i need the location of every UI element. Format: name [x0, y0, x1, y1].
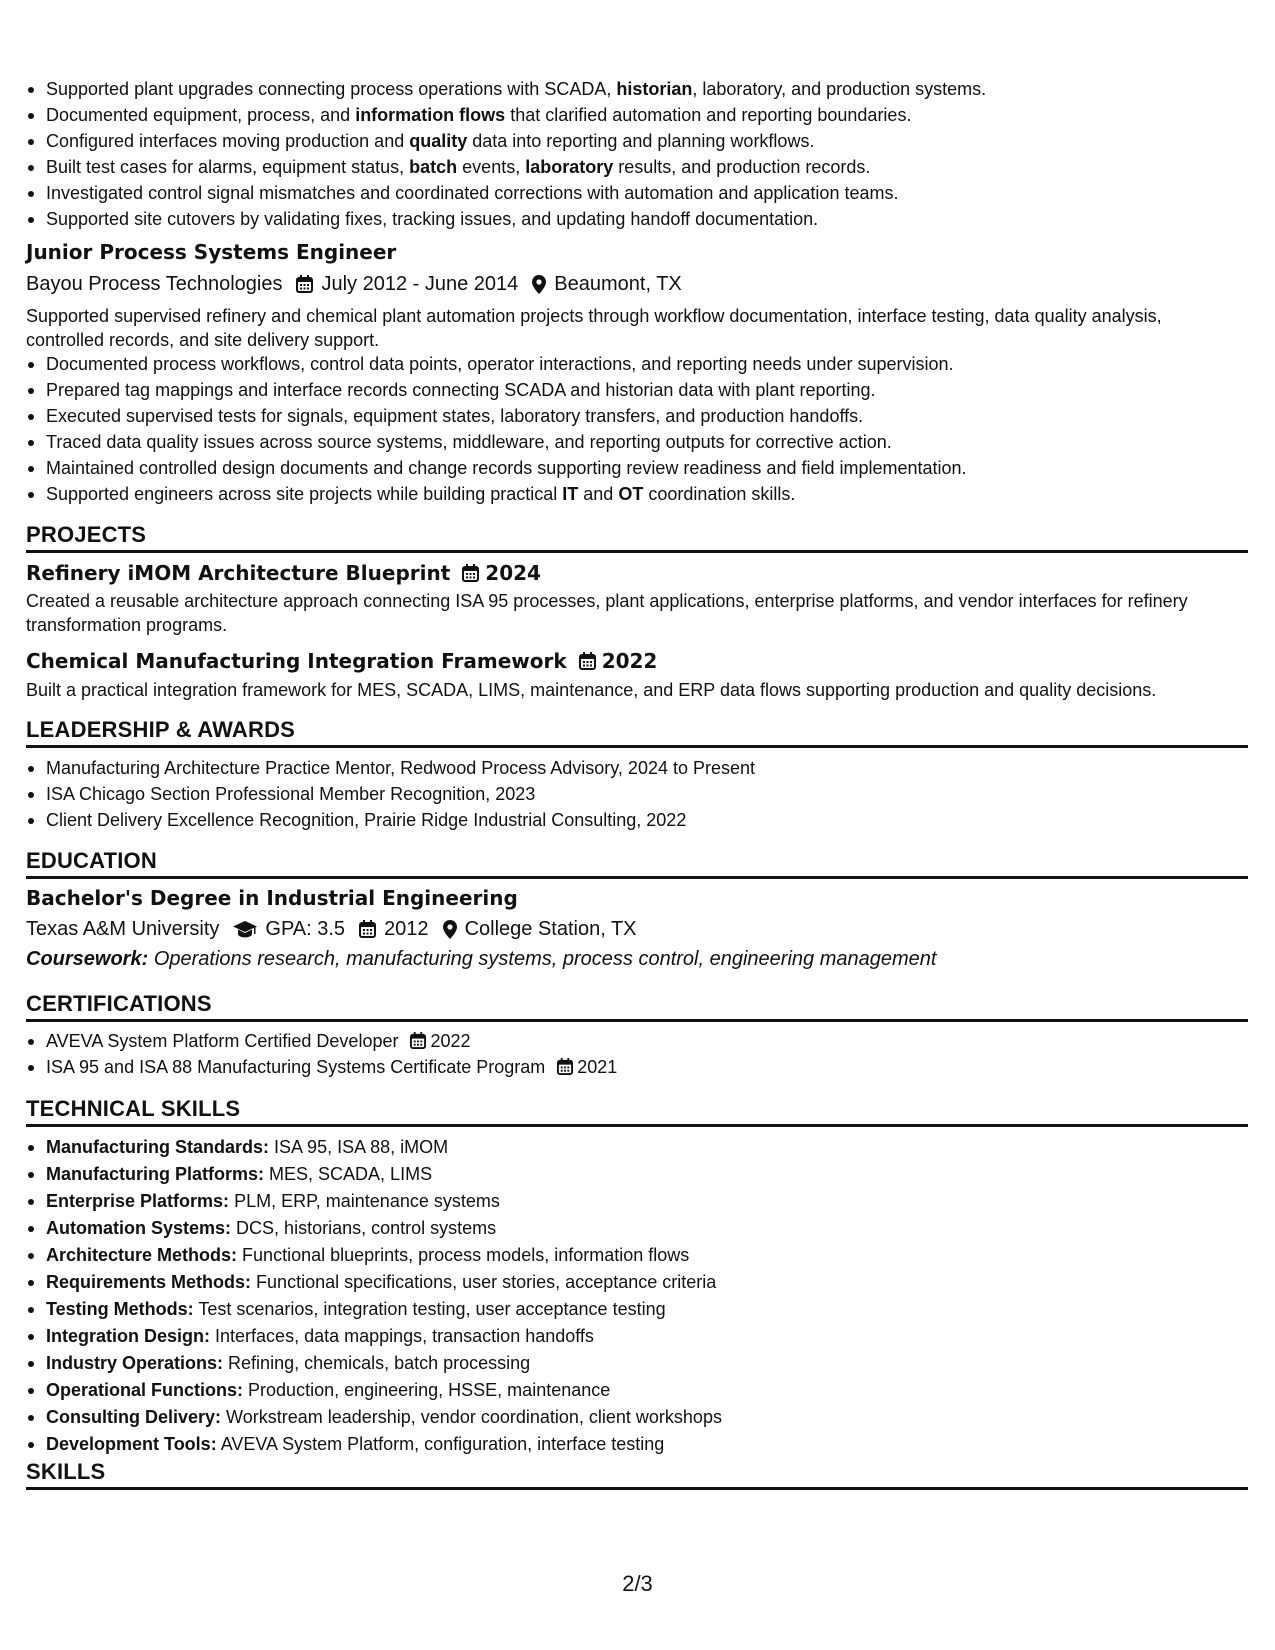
list-item: Manufacturing Platforms: MES, SCADA, LIMS [46, 1161, 1266, 1188]
list-item: Supported plant upgrades connecting process operations with SCADA, historian, laboratory, and production systems. [46, 76, 1266, 103]
list-item: Supported site cutovers by validating fixes, tracking issues, and updating handoff documentation. [46, 206, 1266, 233]
list-item: Traced data quality issues across source systems, middleware, and reporting outputs for corrective action. [46, 429, 1266, 456]
prev-job-bullets [26, 76, 1266, 233]
list-item: Maintained controlled design documents and change records supporting review readiness and field implementation. [46, 455, 1266, 482]
coursework [26, 944, 936, 974]
certification-name: AVEVA System Platform Certified Developer [46, 1031, 399, 1051]
list-item: Requirements Methods: Functional specifications, user stories, acceptance criteria [46, 1269, 1266, 1296]
section-heading-projects: PROJECTS [26, 522, 1248, 553]
technical-skills-list [26, 1134, 1266, 1458]
project-item [26, 561, 541, 585]
leadership-list [26, 755, 1266, 834]
calendar-icon [579, 652, 596, 670]
section-heading-technical-skills: TECHNICAL SKILLS [26, 1096, 1248, 1127]
list-item: Built test cases for alarms, equipment status, batch events, laboratory results, and production records. [46, 154, 1266, 181]
company-name: Bayou Process Technologies [26, 273, 283, 295]
job-title: Junior Process Systems Engineer [26, 240, 397, 264]
calendar-icon [410, 1032, 426, 1049]
certification-name: ISA 95 and ISA 88 Manufacturing Systems Certificate Program [46, 1057, 546, 1077]
list-item: Executed supervised tests for signals, equipment states, laboratory transfers, and production handoffs. [46, 403, 1266, 430]
coursework-label: Coursework: [26, 948, 149, 970]
list-item: Operational Functions: Production, engineering, HSSE, maintenance [46, 1377, 1266, 1404]
list-item: Development Tools: AVEVA System Platform, configuration, interface testing [46, 1431, 1266, 1458]
list-item: Supported engineers across site projects while building practical IT and OT coordination skills. [46, 481, 1266, 508]
job-dates: July 2012 - June 2014 [321, 273, 519, 295]
section-heading-leadership: LEADERSHIP & AWARDS [26, 717, 1248, 748]
junior-job-bullets [26, 351, 1266, 508]
certification-year: 2022 [430, 1031, 471, 1051]
list-item [46, 1028, 1266, 1055]
project-year: 2022 [601, 649, 658, 673]
calendar-icon [359, 920, 376, 938]
school-name: Texas A&M University [26, 918, 220, 940]
list-item: Industry Operations: Refining, chemicals, batch processing [46, 1350, 1266, 1377]
map-pin-icon [532, 275, 546, 294]
education-meta [26, 914, 637, 944]
page-number: 2/3 [622, 1571, 653, 1596]
coursework-list: Operations research, manufacturing systems, process control, engineering management [153, 948, 937, 970]
certifications-list [26, 1028, 1266, 1081]
job-summary: Supported supervised refinery and chemical plant automation projects through workflow documentation, interface testing, data quality analysis, controlled records, and site delivery support. [26, 306, 1162, 350]
calendar-icon [462, 564, 479, 582]
project-title: Refinery iMOM Architecture Blueprint [26, 561, 451, 585]
project-description: Built a practical integration framework for MES, SCADA, LIMS, maintenance, and ERP data flows supporting production and quality decisions. [26, 680, 1157, 700]
list-item: Investigated control signal mismatches and coordinated corrections with automation and application teams. [46, 180, 1266, 207]
list-item: Documented equipment, process, and information flows that clarified automation and reporting boundaries. [46, 102, 1266, 129]
project-description: Created a reusable architecture approach connecting ISA 95 processes, plant applications, enterprise platforms, and vendor interfaces for refinery transformation programs. [26, 591, 1188, 635]
section-heading-certifications: CERTIFICATIONS [26, 991, 1248, 1022]
list-item: Testing Methods: Test scenarios, integration testing, user acceptance testing [46, 1296, 1266, 1323]
section-heading-education: EDUCATION [26, 848, 1248, 879]
list-item: Architecture Methods: Functional blueprints, process models, information flows [46, 1242, 1266, 1269]
list-item: Manufacturing Architecture Practice Mentor, Redwood Process Advisory, 2024 to Present [46, 755, 1266, 782]
calendar-icon [296, 275, 313, 293]
list-item: ISA Chicago Section Professional Member Recognition, 2023 [46, 781, 1266, 808]
list-item: Client Delivery Excellence Recognition, Prairie Ridge Industrial Consulting, 2022 [46, 807, 1266, 834]
list-item [46, 1054, 1266, 1081]
certification-year: 2021 [577, 1057, 618, 1077]
list-item: Consulting Delivery: Workstream leadership, vendor coordination, client workshops [46, 1404, 1266, 1431]
project-title: Chemical Manufacturing Integration Framework [26, 649, 567, 673]
school-location: College Station, TX [464, 918, 637, 940]
list-item: Prepared tag mappings and interface records connecting SCADA and historian data with plant reporting. [46, 377, 1266, 404]
list-item: Manufacturing Standards: ISA 95, ISA 88, iMOM [46, 1134, 1266, 1161]
job-location: Beaumont, TX [554, 273, 682, 295]
job-meta [26, 269, 682, 299]
list-item: Integration Design: Interfaces, data mappings, transaction handoffs [46, 1323, 1266, 1350]
gpa: GPA: 3.5 [265, 918, 346, 940]
graduation-year: 2012 [384, 918, 429, 940]
graduation-cap-icon [233, 920, 257, 938]
list-item: Configured interfaces moving production and quality data into reporting and planning workflows. [46, 128, 1266, 155]
project-year: 2024 [485, 561, 541, 585]
list-item: Enterprise Platforms: PLM, ERP, maintenance systems [46, 1188, 1266, 1215]
map-pin-icon [443, 920, 457, 939]
calendar-icon [557, 1058, 573, 1075]
list-item: Documented process workflows, control data points, operator interactions, and reporting needs under supervision. [46, 351, 1266, 378]
section-heading-skills: SKILLS [26, 1459, 1248, 1490]
project-item [26, 649, 657, 673]
degree-title: Bachelor's Degree in Industrial Engineering [26, 886, 518, 910]
list-item: Automation Systems: DCS, historians, control systems [46, 1215, 1266, 1242]
